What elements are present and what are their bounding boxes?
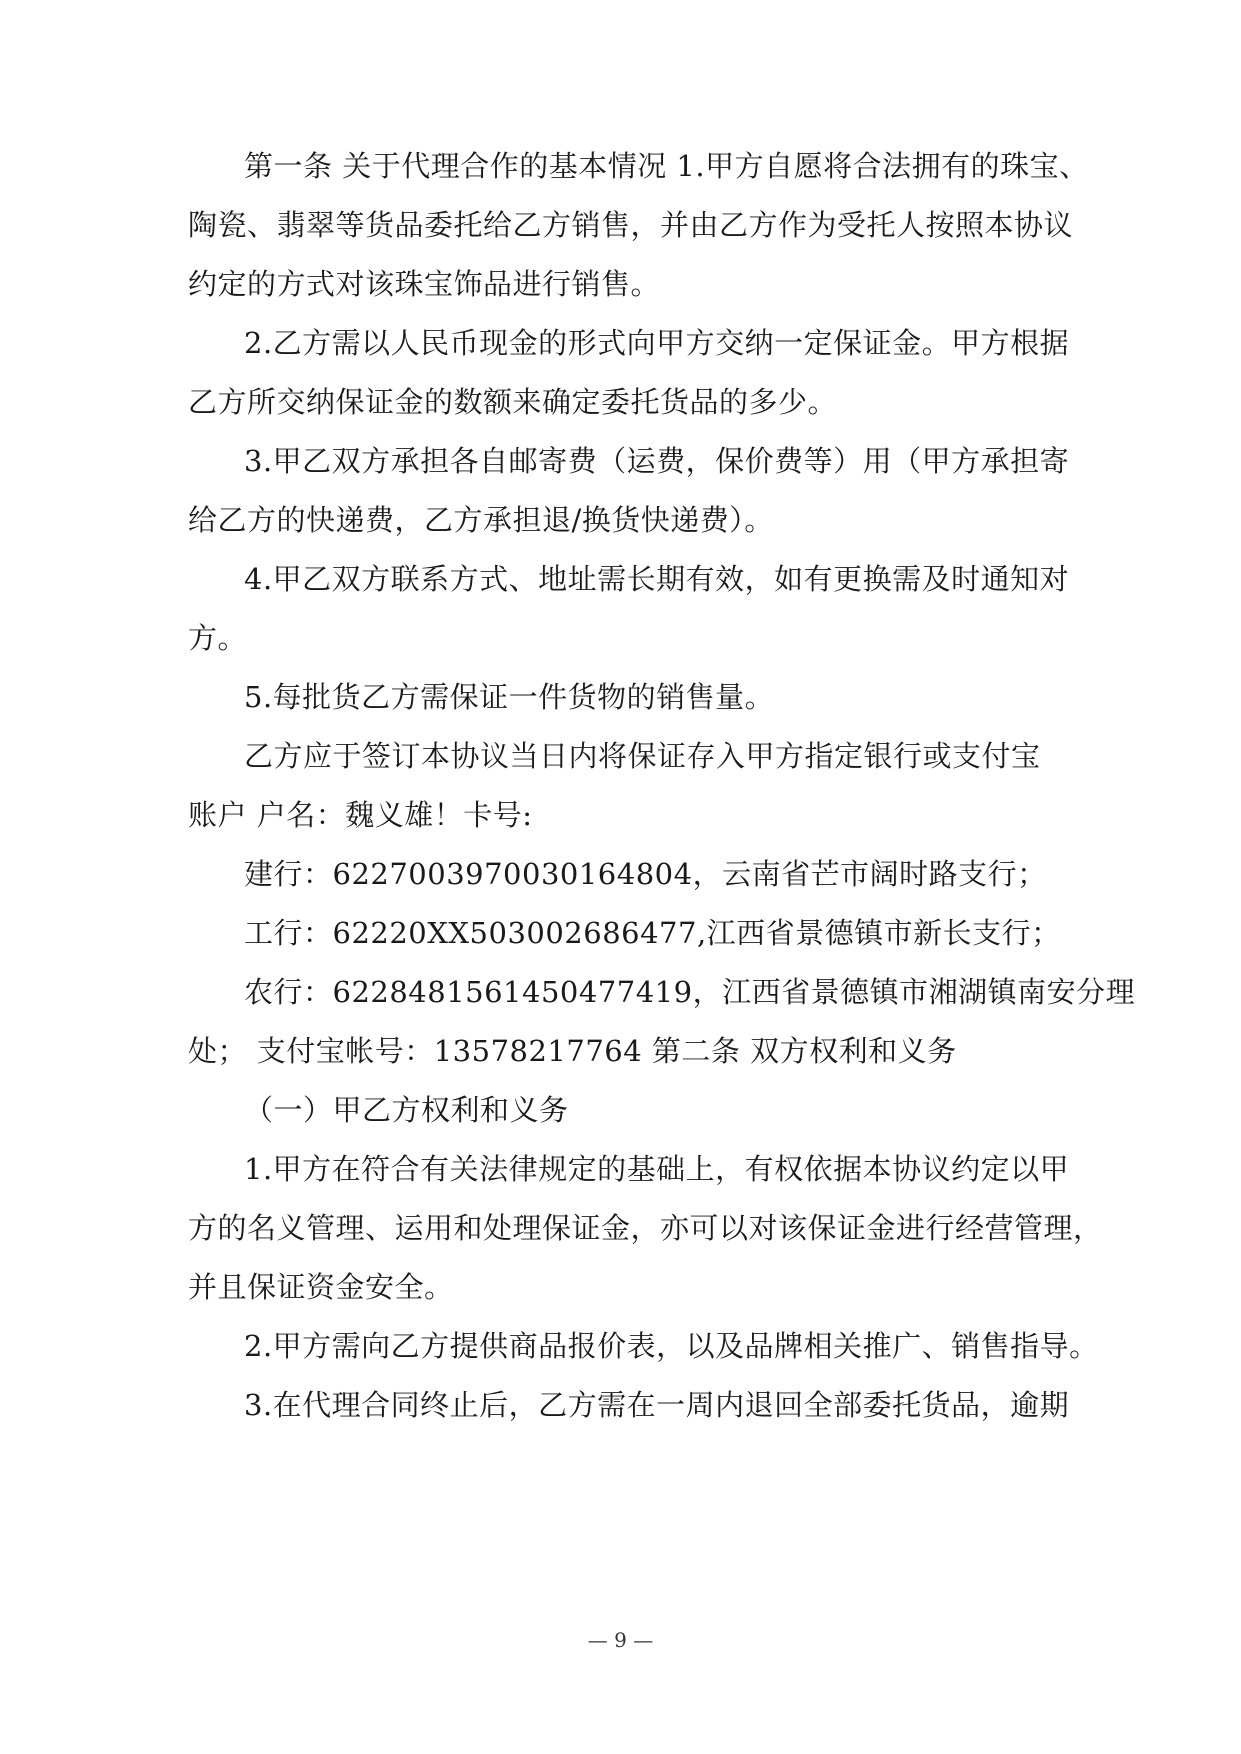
text-line: 第一条 关于代理合作的基本情况 1.甲方自愿将合法拥有的珠宝、: [244, 149, 1089, 183]
text-line: 方的名义管理、运用和处理保证金，亦可以对该保证金进行经营管理，: [188, 1211, 1103, 1245]
page-number: — 9 —: [587, 1628, 654, 1652]
text-line: 处； 支付宝帐号：13578217764 第二条 双方权利和义务: [188, 1034, 957, 1068]
text-line: 1.甲方在符合有关法律规定的基础上，有权依据本协议约定以甲: [244, 1152, 1070, 1186]
text-line: 工行：62220XX503002686477,江西省景德镇市新长支行；: [244, 916, 1061, 950]
text-line: 约定的方式对该珠宝饰品进行销售。: [188, 267, 661, 301]
text-line: 2.乙方需以人民币现金的形式向甲方交纳一定保证金。甲方根据: [244, 326, 1070, 360]
text-line: 账户 户名：魏义雄！卡号:: [188, 798, 533, 832]
text-line: 3.在代理合同终止后，乙方需在一周内退回全部委托货品，逾期: [244, 1388, 1070, 1422]
section-heading: （一）甲乙方权利和义务: [244, 1093, 569, 1127]
text-line: 方。: [188, 621, 248, 655]
text-line: 2.甲方需向乙方提供商品报价表，以及品牌相关推广、销售指导。: [244, 1329, 1099, 1363]
text-line: 乙方应于签订本协议当日内将保证存入甲方指定银行或支付宝: [244, 739, 1041, 773]
text-line: 建行：6227003970030164804，云南省芒市阔时路支行；: [244, 857, 1047, 891]
text-line: 给乙方的快递费，乙方承担退/换货快递费）。: [188, 503, 774, 537]
text-line: 5.每批货乙方需保证一件货物的销售量。: [244, 680, 775, 714]
text-line: 乙方所交纳保证金的数额来确定委托货品的多少。: [188, 385, 838, 419]
text-line: 4.甲乙双方联系方式、地址需长期有效，如有更换需及时通知对: [244, 562, 1070, 596]
text-line: 农行：6228481561450477419，江西省景德镇市湘湖镇南安分理: [244, 975, 1136, 1009]
text-line: 并且保证资金安全。: [188, 1270, 454, 1304]
text-line: 陶瓷、翡翠等货品委托给乙方销售，并由乙方作为受托人按照本协议: [188, 208, 1074, 242]
text-line: 3.甲乙双方承担各自邮寄费（运费，保价费等）用（甲方承担寄: [244, 444, 1070, 478]
